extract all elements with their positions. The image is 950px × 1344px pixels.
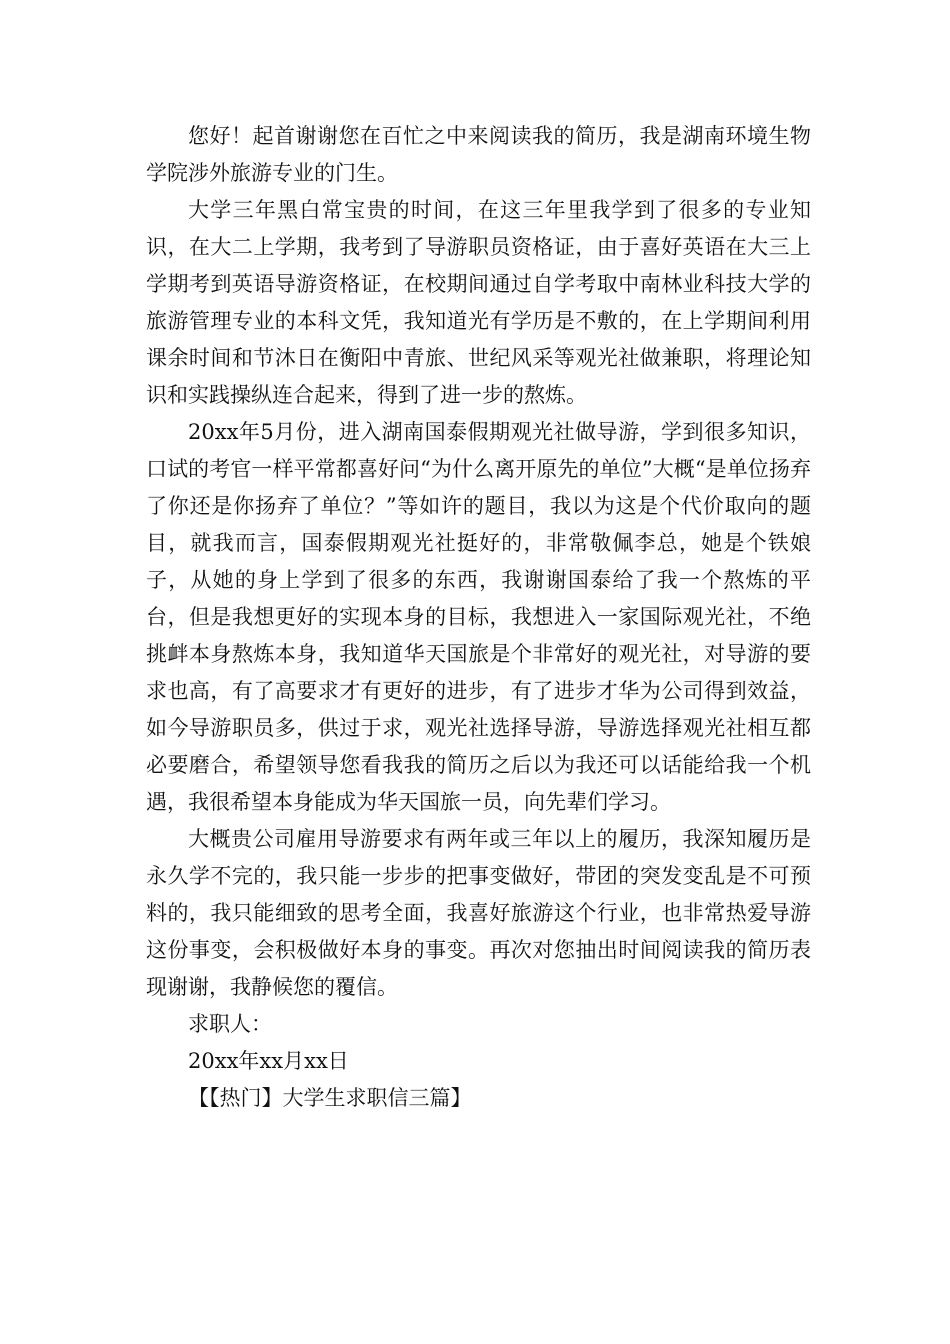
paragraph-closing: 大概贵公司雇用导游要求有两年或三年以上的履历，我深知履历是永久学不完的，我只能一步步的把事变做好，带团的突发变乱是不可预料的，我只能细致的思考全面，我喜好旅游这个行业，也非常热爱导游这份事变，会积极做好本身的事变。再次对您抽出时间阅读我的简历表现谢谢，我静候您的覆信。 <box>146 827 811 999</box>
related-article-link[interactable]: 【【热门】大学生求职信三篇】 <box>188 1086 472 1110</box>
paragraph-education: 大学三年黑白常宝贵的时间，在这三年里我学到了很多的专业知识，在大二上学期，我考到了导游职员资格证，由于喜好英语在大三上学期考到英语导游资格证，在校期间通过自学考取中南林业科技大学的旅游管理专业的本科文凭，我知道光有学历是不敷的，在上学期间利用课余时间和节沐日在衡阳中青旅、世纪风采等观光社做兼职，将理论知识和实践操纵连合起来，得到了进一步的熬炼。 <box>146 198 811 407</box>
signature-label: 求职人： <box>188 1012 272 1036</box>
paragraph-greeting: 您好！起首谢谢您在百忙之中来阅读我的简历，我是湖南环境生物学院涉外旅游专业的门生。 <box>146 124 811 185</box>
letter-body <box>146 118 811 1117</box>
date-line: 20xx年xx月xx日 <box>188 1049 349 1073</box>
paragraph-experience: 20xx年5月份，进入湖南国泰假期观光社做导游，学到很多知识，口试的考官一样平常都喜好问“为什么离开原先的单位”大概“是单位扬弃了你还是你扬弃了单位？”等如许的题目，我以为这是个代价取向的题目，就我而言，国泰假期观光社挺好的，非常敬佩李总，她是个铁娘子，从她的身上学到了很多的东西，我谢谢国泰给了我一个熬炼的平台，但是我想更好的实现本身的目标，我想进入一家国际观光社，不绝挑衅本身熬炼本身，我知道华天国旅是个非常好的观光社，对导游的要求也高，有了高要求才有更好的进步，有了进步才华为公司得到效益，如今导游职员多，供过于求，观光社选择导游，导游选择观光社相互都必要磨合，希望领导您看我我的简历之后以为我还可以话能给我一个机遇，我很希望本身能成为华天国旅一员，向先辈们学习。 <box>146 420 811 814</box>
